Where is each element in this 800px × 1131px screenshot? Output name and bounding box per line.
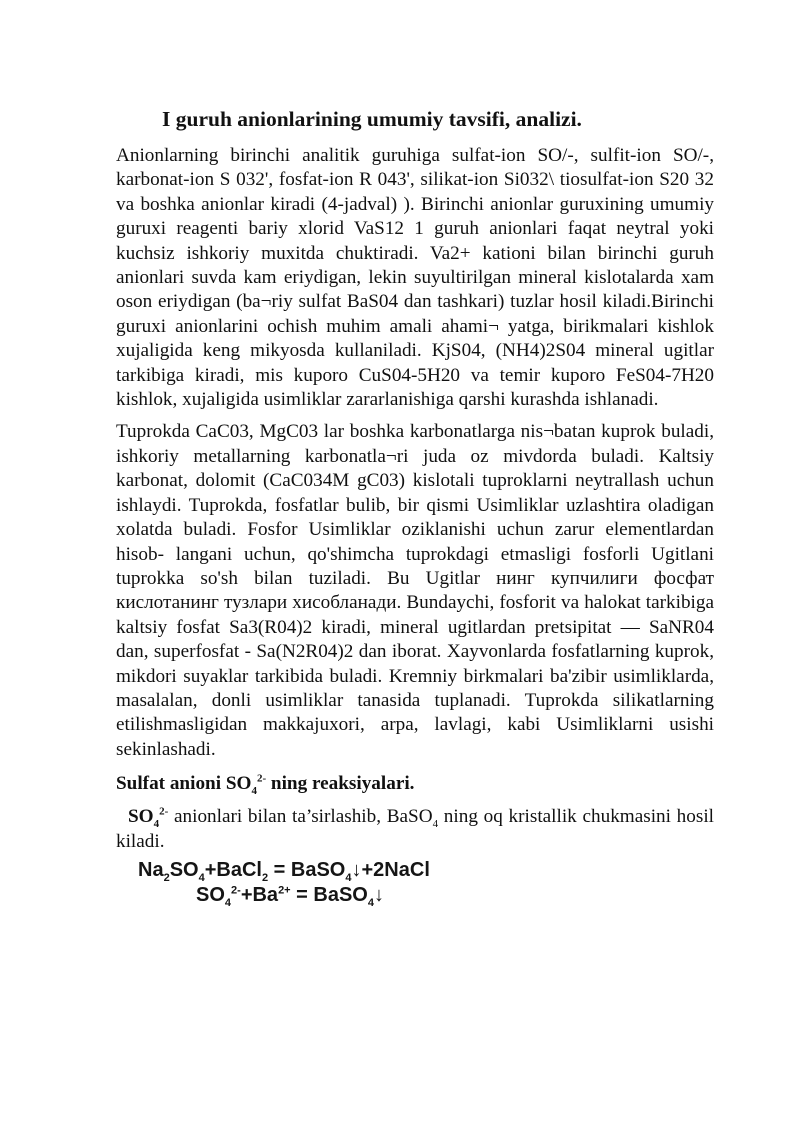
- page-title: I guruh anionlarining umumiy tavsifi, analizi.: [162, 107, 582, 131]
- paragraph-2: Tuprokda CaC03, MgC03 lar boshka karbonatlarga nis¬batan kuprok buladi, ishkoriy metallarning karbonatla¬ri juda oz mivdorda buladi. Kaltsiy karbonat, dolomit (CaC034M gC03) kislotali tuproklarni neytrallash uchun ishlaydi. Tuprokda, fosfatlar bulib, bir qismi Usimliklar uzlashtira oladigan xolatda buladi. Fosfor Usimliklar oziklanishi uchun zarur elementlardan hisob- langani uchun, qo'shimcha tuprokdagi etmasligi fosforli Ugitlani tuprokka so'sh bilan tuziladi. Bu Ugitlar нинг купчилиги фосфат кислотанинг тузлари хисобланади. Bundaychi, fosforit va halokat tarkibiga kaltsiy fosfat Sa3(R04)2 kiradi, mineral ugitlardan pretsipitat — SaNR04 dan, superfosfat - Sa(N2R04)2 dan iborat. Xayvonlarda fosfatlarning kuprok, mikdori suyaklar tarkibida buladi. Kremniy birkmalari ba'zibir usimliklarda, masalalan, donli usimliklar tanasida tuplanadi. Tuprokda silikatlarning etilishmasligidan makkajuxori, arpa, lavlagi, kabi Usimliklarni usishi sekinlashadi.: [116, 421, 714, 760]
- sulfate-ion-formula: $SO_4^{2-}$: [128, 805, 169, 830]
- equation-ionic: $SO_4^{2-}+Ba^{2+}$ = BaSO$_4$↓: [196, 884, 384, 910]
- reaction-equations: [138, 858, 714, 908]
- equation-molecular: $Na_2SO_4+BaCl_2$ = BaSO$_4$↓+2NaCl: [138, 859, 430, 885]
- document-page: [116, 104, 714, 908]
- sulfate-reaction-text: $SO_4^{2-}$ anionlari bilan ta’sirlashib, BaSO$_4$ ning oq kristallik chukmasini hosil kiladi.: [116, 805, 714, 853]
- section-heading-sulfate: Sulfat anioni $SO_4^{2-}$ ning reaksiyalari.: [116, 772, 415, 797]
- paragraph-1: Anionlarning birinchi analitik guruhiga sulfat-ion SO/-, sulfit-ion SO/-, karbonat-ion S 032', fosfat-ion R 043', silikat-ion Si032\ tiosulfat-ion S20 32 va boshka anionlar kiradi (4-jadval) ). Birinchi anionlar guruxining umumiy guruxi reagenti bariy xlorid VaS12 1 guruh anionlari faqat neytral yoki kuchsiz ishkoriy muxitda chuktiradi. Va2+ kationi bilan birinchi guruh anionlari suvda kam eriydigan, lekin suyultirilgan mineral kislotalarda xam oson eriydigan (ba¬riy sulfat BaS04 dan tashkari) tuzlar hosil kiladi.Birinchi guruxi anionlarini ochish muhim amali ahami¬ yatga, birikmalari kishlok xujaligida keng mikyosda kullaniladi. KjS04, (NH4)2S04 mineral ugitlar tarkibiga kiradi, mis kuporo CuS04-5H20 va temir kuporo FeS04-7H20 kishlok, xujaligida usimliklar zararlanishiga qarshi kurashda ishlanadi.: [116, 145, 714, 411]
